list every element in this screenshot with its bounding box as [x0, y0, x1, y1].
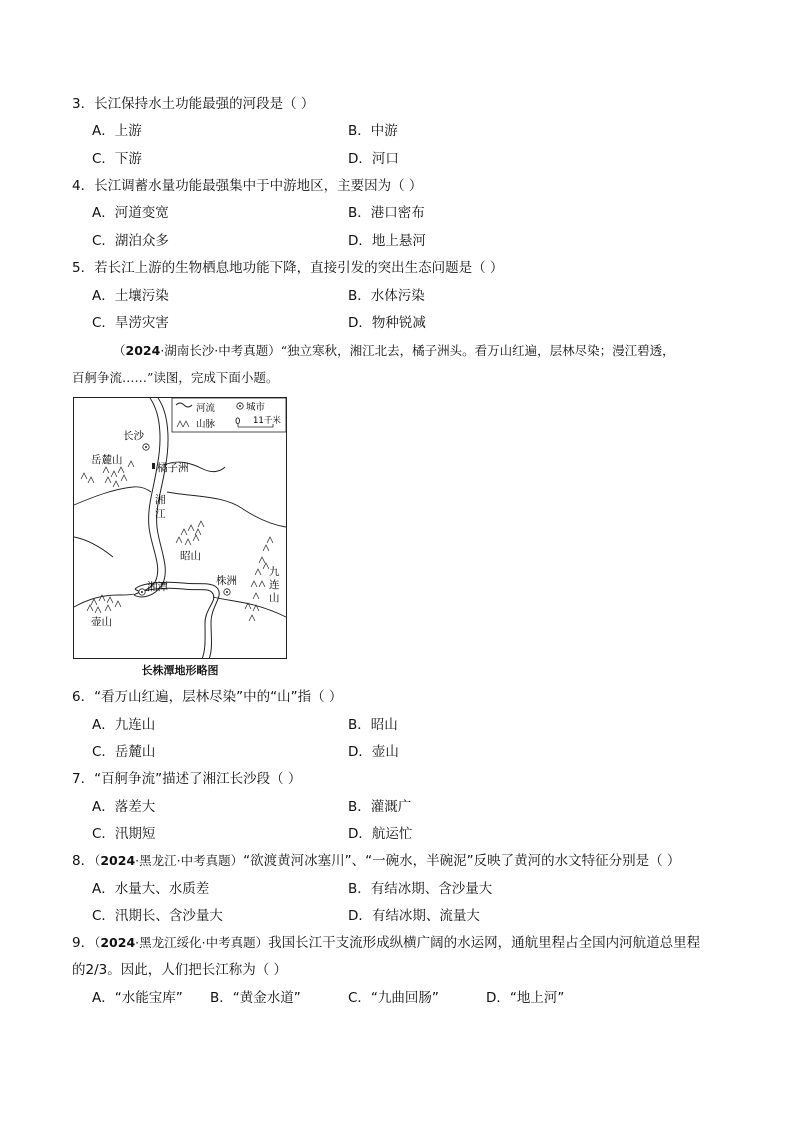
q7-option-a: A．落差大 — [92, 799, 156, 815]
q8-source-rest: ·黑龙江·中考真题） — [135, 853, 244, 868]
q6-option-a: A．九连山 — [92, 717, 156, 733]
q4-stem: 4．长江调蓄水量功能最强集中于中游地区，主要因为（ ） — [72, 178, 423, 194]
label-xiangjiang-2: 江 — [155, 508, 166, 520]
q5-option-a: A．土壤污染 — [92, 288, 169, 304]
q5-stem: 5．若长江上游的生物栖息地功能下降，直接引发的突出生态问题是（ ） — [72, 260, 504, 276]
label-xiangtan: 湘潭 — [147, 581, 168, 593]
q9-option-a: A．“水能宝库” — [92, 990, 183, 1006]
label-jiulian-3: 山 — [269, 592, 280, 604]
zhuzhou-city-marker — [224, 589, 230, 595]
q8-option-b: B．有结冰期、含沙量大 — [348, 881, 493, 897]
q9-stem-line-2: 的2/3。因此，人们把长江称为（ ） — [72, 962, 288, 978]
q4-option-a: A．河道变宽 — [92, 205, 169, 221]
q5-option-c: C．旱涝灾害 — [92, 315, 169, 331]
q3-option-d: D．河口 — [348, 151, 399, 167]
q3-option-a: A．上游 — [92, 123, 142, 139]
q8-option-d: D．有结冰期、流量大 — [348, 908, 480, 924]
label-zhuzhou: 株洲 — [216, 575, 237, 587]
q7-option-d: D．航运忙 — [348, 826, 413, 842]
q6-option-c: C．岳麓山 — [92, 744, 156, 760]
q9-source-rest: ·黑龙江绥化·中考真题） — [135, 935, 269, 950]
q9-number: 9． — [72, 935, 95, 951]
q8-option-a: A．水量大、水质差 — [92, 881, 210, 897]
legend-mountain-label: 山脉 — [196, 419, 216, 430]
q5-option-d: D．物种锐减 — [348, 315, 426, 331]
juzizhou-island-marker — [152, 463, 155, 469]
legend-city-label: 城市 — [246, 402, 266, 413]
label-jiulian-2: 连 — [269, 579, 280, 591]
label-jiulian-1: 九 — [269, 566, 280, 578]
label-xiangjiang-1: 湘 — [155, 494, 166, 506]
passage-line-1 — [113, 342, 675, 360]
q4-option-d: D．地上悬河 — [348, 233, 426, 249]
q7-stem: 7．“百舸争流”描述了湘江长沙段（ ） — [72, 771, 302, 787]
label-hushan: 壶山 — [91, 616, 112, 628]
label-yuelu: 岳麓山 — [91, 454, 123, 466]
passage-source-year: 2024 — [125, 343, 161, 358]
q8-number: 8． — [72, 853, 95, 869]
passage-line-2: 百舸争流……”读图，完成下面小题。 — [72, 370, 279, 385]
q9-stem-1: 我国长江干支流形成纵横广阔的水运网，通航里程占全国内河航道总里程 — [268, 935, 701, 951]
q9-option-b: B．“黄金水道” — [210, 990, 301, 1006]
legend-river-label: 河流 — [196, 403, 216, 414]
q6-stem: 6．“看万山红遍，层林尽染”中的“山”指（ ） — [72, 689, 343, 705]
passage-text-1: “独立寒秋，湘江北去，橘子洲头。看万山红遍，层林尽染；漫江碧透， — [280, 343, 675, 358]
q9-option-c: C．“九曲回肠” — [348, 990, 439, 1006]
q3-stem: 3．长江保持水土功能最强的河段是（ ） — [72, 96, 315, 112]
changsha-city-marker — [143, 444, 149, 450]
q9-source-year: 2024 — [100, 935, 136, 950]
q4-option-c: C．湖泊众多 — [92, 233, 169, 249]
q6-option-d: D．壶山 — [348, 744, 399, 760]
q3-option-c: C．下游 — [92, 151, 142, 167]
q8-stem: “欲渡黄河冰塞川”、“一碗水，半碗泥”反映了黄河的水文特征分别是（ ） — [243, 853, 681, 869]
passage-source-rest: ·湖南长沙·中考真题） — [160, 343, 281, 358]
q4-option-b: B．港口密布 — [348, 205, 425, 221]
q8-source-open: （ — [94, 853, 101, 868]
q9-stem-line-1 — [72, 934, 700, 952]
label-zhaoshan: 昭山 — [180, 550, 201, 562]
legend-scale-zero: 0 — [235, 417, 241, 427]
map-caption: 长株潭地形略图 — [141, 664, 219, 677]
passage-source-open: （ — [113, 343, 126, 358]
q7-option-b: B．灌溉广 — [348, 799, 412, 815]
q8-stem-line — [72, 852, 680, 870]
q9-source-open: （ — [94, 935, 101, 950]
changzhutan-terrain-map — [73, 397, 287, 659]
q3-option-b: B．中游 — [348, 123, 398, 139]
xiangtan-city-marker — [139, 589, 145, 595]
q7-option-c: C．汛期短 — [92, 826, 156, 842]
q8-source-year: 2024 — [100, 853, 136, 868]
q8-option-c: C．汛期长、含沙量大 — [92, 908, 223, 924]
label-changsha: 长沙 — [123, 430, 144, 442]
q9-option-d: D．“地上河” — [486, 990, 565, 1006]
label-juzizhou: 橘子洲 — [157, 462, 189, 474]
legend-scale-value: 11千米 — [253, 416, 281, 426]
q6-option-b: B．昭山 — [348, 717, 398, 733]
q5-option-b: B．水体污染 — [348, 288, 425, 304]
